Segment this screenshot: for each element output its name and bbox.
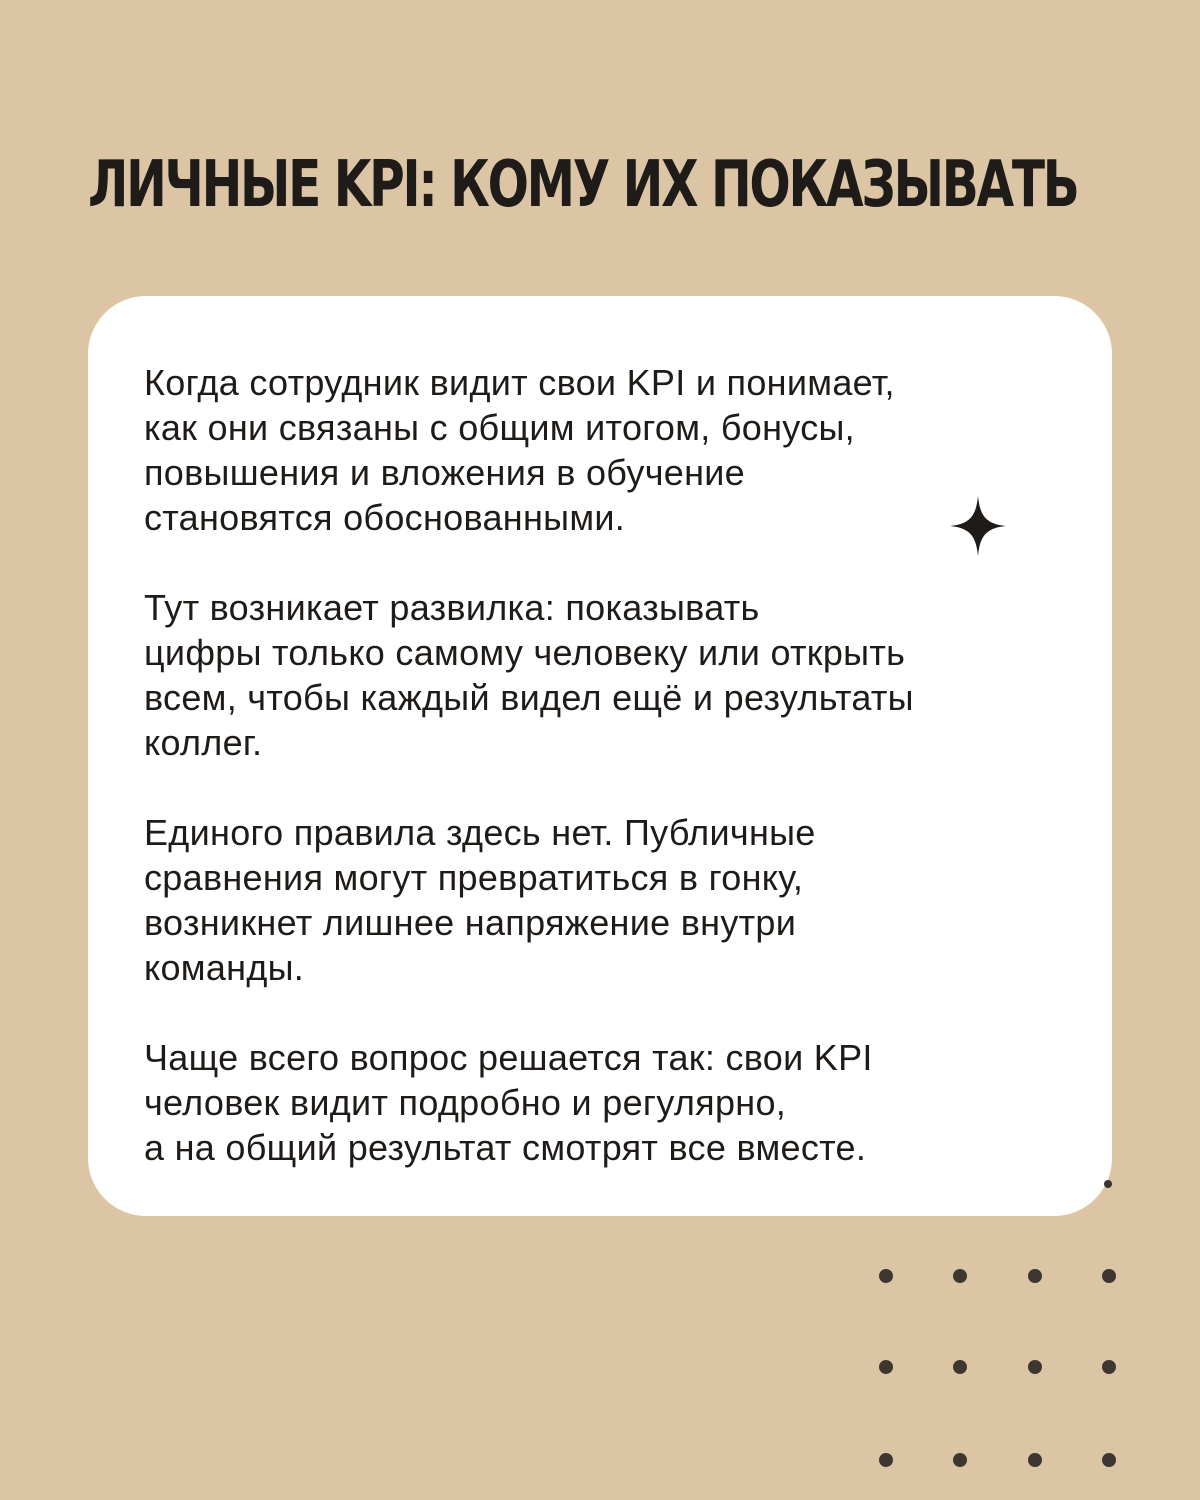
dot [953, 1453, 967, 1467]
dot-grid-decoration [874, 1267, 1124, 1467]
paragraph-3: Единого правила здесь нет. Публичные сравнения могут превратиться в гонку, возникнет лишнее напряжение внутри команды. [144, 812, 816, 988]
dot [1102, 1269, 1116, 1283]
corner-dot [1104, 1180, 1112, 1188]
paragraph-2: Тут возникает развилка: показывать цифры только самому человеку или открыть всем, чтобы каждый видел ещё и результаты коллег. [144, 587, 914, 763]
dot [1028, 1269, 1042, 1283]
paragraph-4: Чаще всего вопрос решается так: свои KPI человек видит подробно и регулярно, а на общий результат смотрят все вместе. [144, 1037, 873, 1168]
dot [953, 1269, 967, 1283]
card-text [144, 360, 1084, 1215]
paragraph-1: Когда сотрудник видит свои KPI и понимает, как они связаны с общим итогом, бонусы, повышения и вложения в обучение становятся обоснованными. [144, 362, 895, 538]
dot [879, 1269, 893, 1283]
sparkle-icon [950, 496, 1006, 556]
dot [1102, 1453, 1116, 1467]
dot [879, 1360, 893, 1374]
dot [953, 1360, 967, 1374]
dot [1102, 1360, 1116, 1374]
dot [1028, 1360, 1042, 1374]
dot [1028, 1453, 1042, 1467]
dot [879, 1453, 893, 1467]
page-title: ЛИЧНЫЕ KPI: КОМУ ИХ ПОКАЗЫВАТЬ [88, 148, 1078, 222]
